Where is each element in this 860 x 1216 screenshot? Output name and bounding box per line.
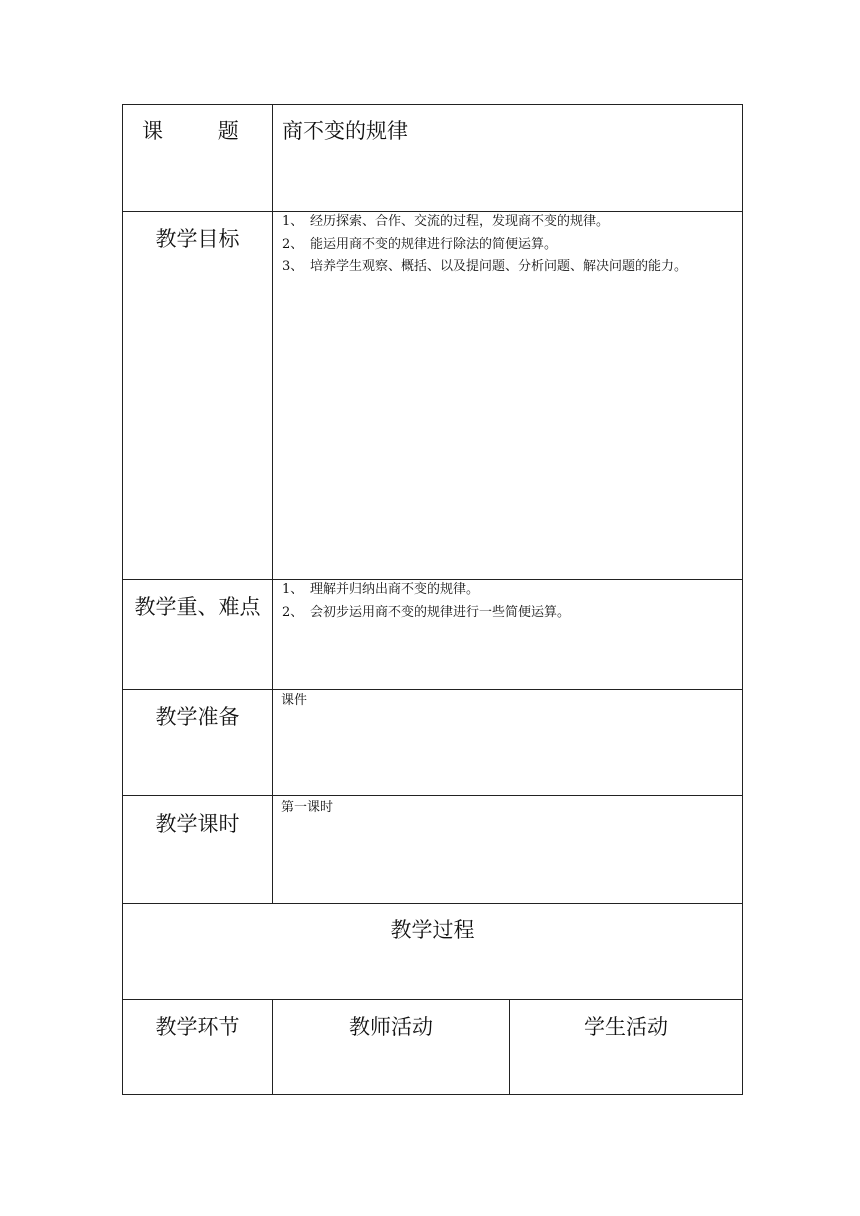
list-item-number: 2、 (282, 604, 304, 620)
list-item (282, 579, 570, 602)
process-column-header: 学生活动 (584, 1015, 668, 1039)
list-item (282, 234, 687, 257)
list-item-text: 经历探索、合作、交流的过程，发现商不变的规律。 (310, 214, 610, 229)
list-item-text: 理解并归纳出商不变的规律。 (310, 582, 480, 597)
list-item-text: 培养学生观察、概括、以及提问题、分析问题、解决问题的能力。 (310, 259, 688, 274)
objectives-label: 教学目标 (155, 227, 240, 251)
preparation-label: 教学准备 (155, 705, 240, 729)
label-column-divider (272, 104, 273, 904)
process-title: 教学过程 (390, 918, 475, 942)
hours-value: 第一课时 (281, 800, 334, 815)
topic-label-char-2: 题 (217, 119, 239, 143)
list-item-number: 2、 (282, 236, 304, 252)
topic-value: 商不变的规律 (282, 119, 408, 143)
table-top-border (122, 104, 743, 105)
preparation-value: 课件 (281, 693, 308, 708)
topic-label-char-1: 课 (142, 119, 163, 143)
list-item (282, 602, 570, 625)
list-item-number: 1、 (282, 582, 304, 597)
table-bottom-border (122, 1094, 743, 1095)
row-divider (122, 999, 743, 1000)
list-item-number: 3、 (282, 259, 304, 274)
key-points-label: 教学重、难点 (134, 595, 261, 619)
list-item-text: 会初步运用商不变的规律进行一些简便运算。 (310, 604, 571, 620)
row-divider (122, 795, 743, 796)
row-divider (122, 689, 743, 690)
list-item-number: 1、 (282, 214, 304, 229)
table-right-border (742, 104, 743, 1095)
objectives-list (282, 211, 687, 279)
topic-label (142, 115, 239, 145)
list-item (282, 256, 687, 279)
hours-label: 教学课时 (155, 812, 240, 836)
process-column-header: 教学环节 (155, 1015, 240, 1039)
row-divider (122, 903, 743, 904)
process-column-header: 教师活动 (349, 1015, 433, 1039)
key-points-list (282, 579, 570, 624)
list-item-text: 能运用商不变的规律进行除法的简便运算。 (310, 236, 558, 252)
list-item (282, 211, 687, 234)
